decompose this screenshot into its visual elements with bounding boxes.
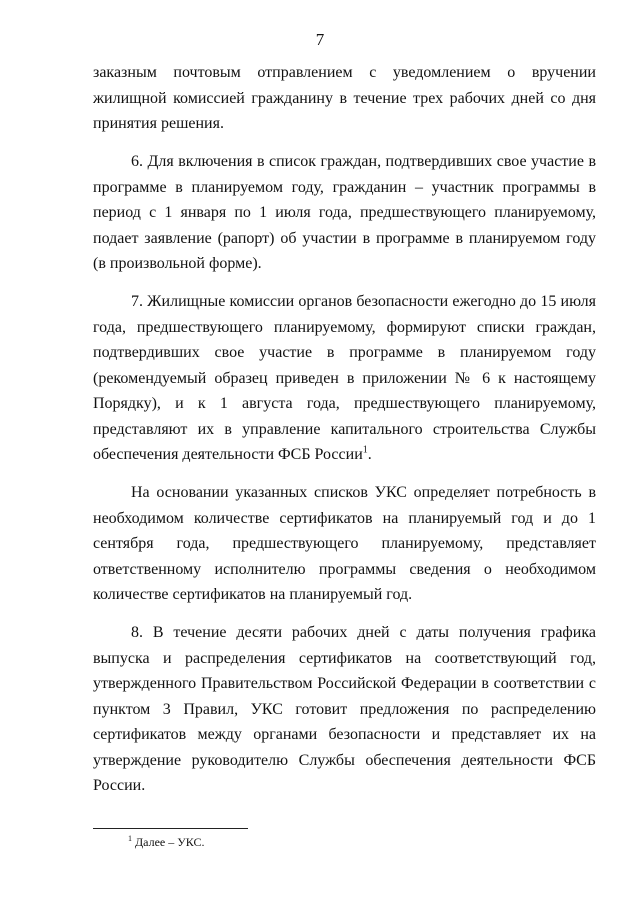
paragraph-item-7-text: 7. Жилищные комиссии органов безопасности ежегодно до 15 июля года, предшествующего планируемому, формируют списки граждан, подтвердивших свое участие в программе в планируемом году (рекомендуемый образец приведен в приложении № 6 к настоящему Порядку), и к 1 августа года, предшествующего планируемому, представляют их в управление капитального строительства Службы обеспечения деятельности ФСБ России bbox=[93, 293, 596, 463]
document-body bbox=[93, 60, 596, 811]
paragraph-item-6: 6. Для включения в список граждан, подтвердивших свое участие в программе в планируемом году, гражданин – участник программы в период с 1 января по 1 июля года, предшествующего планируемому, подает заявление (рапорт) об участии в программе в планируемом году (в произвольной форме). bbox=[93, 153, 596, 272]
footnote-separator bbox=[93, 828, 248, 829]
footnote-reference: 1 bbox=[362, 444, 368, 456]
paragraph-item-7-trailing: . bbox=[367, 446, 372, 463]
footnote-text: Далее – УКС. bbox=[135, 835, 205, 849]
paragraph-item-7 bbox=[93, 289, 596, 468]
footnote-marker: 1 bbox=[128, 834, 132, 843]
footnote bbox=[128, 835, 204, 849]
paragraph-uks-requirement: На основании указанных списков УКС определяет потребность в необходимом количестве сертификатов на планируемый год и до 1 сентября года, предшествующего планируемому, представляет ответственному исполнителю программы сведения о необходимом количестве сертификатов на планируемый год. bbox=[93, 484, 596, 603]
paragraph-item-8: 8. В течение десяти рабочих дней с даты получения графика выпуска и распределения сертификатов на соответствующий год, утвержденного Правительством Российской Федерации в соответствии с пунктом 3 Правил, УКС готовит предложения по распределению сертификатов между органами безопасности и представляет их на утверждение руководителю Службы обеспечения деятельности ФСБ России. bbox=[93, 624, 596, 794]
paragraph-continuation: заказным почтовым отправлением с уведомлением о вручении жилищной комиссией гражданину в течение трех рабочих дней со дня принятия решения. bbox=[93, 64, 596, 132]
page-number: 7 bbox=[315, 30, 325, 49]
